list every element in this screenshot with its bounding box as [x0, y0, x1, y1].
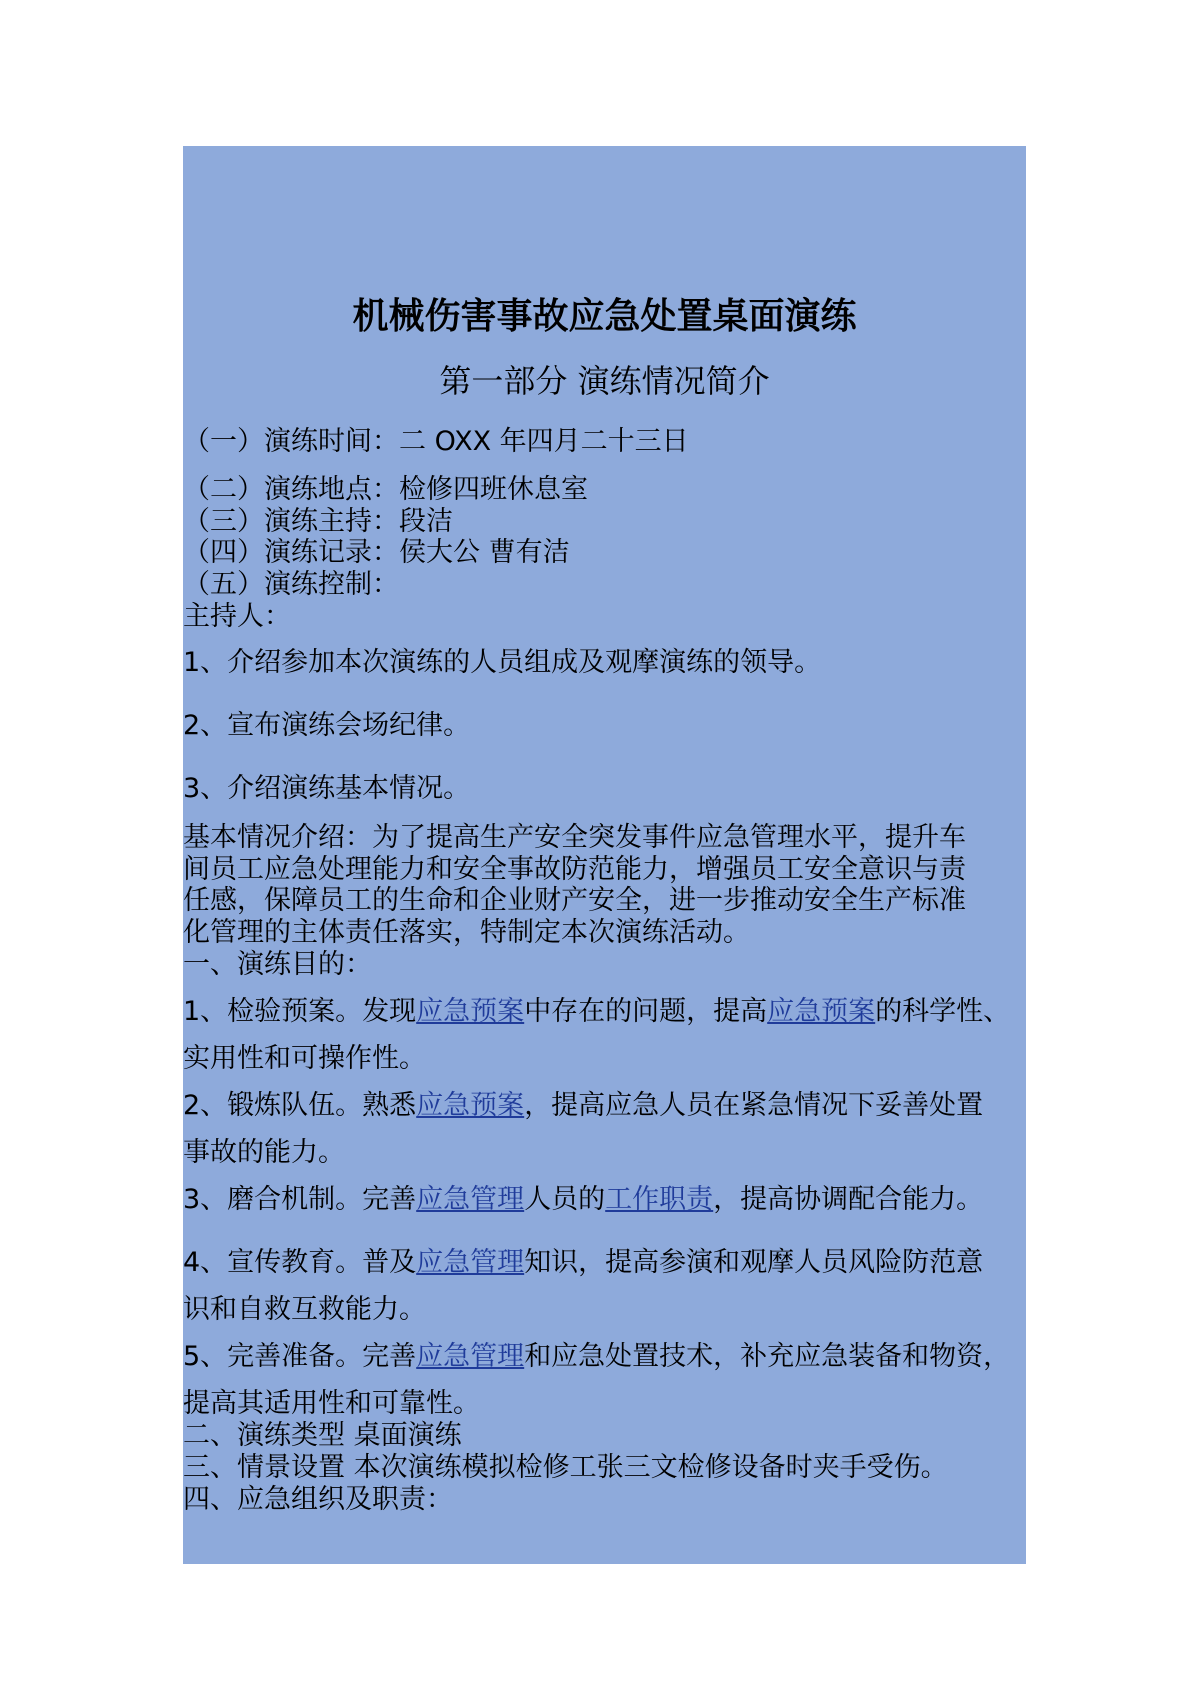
- purpose-5-text-a: 5、完善准备。完善: [183, 1341, 417, 1372]
- info-control: （五）演练控制：: [183, 569, 399, 600]
- purpose-2-text-b: ，提高应急人员在紧急情况下妥善处置: [524, 1090, 984, 1121]
- purpose-item-1: [183, 996, 1010, 1028]
- purpose-item-1-line-2: 实用性和可操作性。: [183, 1043, 426, 1074]
- info-place: （二）演练地点：检修四班休息室: [183, 474, 588, 505]
- purpose-3-text-c: ，提高协调配合能力。: [713, 1184, 984, 1215]
- intro-line-4: 化管理的主体责任落实，特制定本次演练活动。: [183, 917, 750, 948]
- emergency-plan-link[interactable]: 应急预案: [416, 1090, 525, 1121]
- purpose-1-text-a: 1、检验预案。发现: [183, 996, 417, 1027]
- drill-type-line: 二、演练类型 桌面演练: [183, 1420, 462, 1451]
- intro-line-2: 间员工应急处理能力和安全事故防范能力，增强员工安全意识与责: [183, 854, 966, 885]
- purpose-item-2-line-2: 事故的能力。: [183, 1137, 345, 1168]
- purpose-2-text-a: 2、锻炼队伍。熟悉: [183, 1090, 417, 1121]
- intro-line-1: 基本情况介绍：为了提高生产安全突发事件应急管理水平，提升车: [183, 822, 966, 853]
- purpose-item-5: [183, 1341, 1010, 1373]
- purpose-item-3: [183, 1184, 983, 1216]
- purpose-item-4-line-2: 识和自救互救能力。: [183, 1294, 426, 1325]
- document-subtitle: 第一部分 演练情况简介: [439, 362, 770, 400]
- scenario-line: 三、情景设置 本次演练模拟检修工张三文检修设备时夹手受伤。: [183, 1452, 948, 1483]
- info-time: （一）演练时间：二 OXX 年四月二十三日: [183, 426, 689, 457]
- org-heading: 四、应急组织及职责：: [183, 1484, 453, 1515]
- job-duties-link[interactable]: 工作职责: [605, 1184, 714, 1215]
- purpose-item-2: [183, 1090, 983, 1122]
- purpose-4-text-b: 知识，提高参演和观摩人员风险防范意: [524, 1247, 984, 1278]
- purpose-4-text-a: 4、宣传教育。普及: [183, 1247, 417, 1278]
- purpose-heading: 一、演练目的：: [183, 949, 372, 980]
- purpose-1-text-b: 中存在的问题，提高: [524, 996, 768, 1027]
- purpose-5-text-b: 和应急处置技术，补充应急装备和物资，: [524, 1341, 1011, 1372]
- purpose-1-text-c: 的科学性、: [875, 996, 1011, 1027]
- emergency-management-link[interactable]: 应急管理: [416, 1341, 525, 1372]
- host-label: 主持人：: [183, 601, 291, 632]
- document-title: 机械伤害事故应急处置桌面演练: [352, 296, 857, 337]
- info-record: （四）演练记录：侯大公 曹有洁: [183, 537, 570, 568]
- purpose-3-text-a: 3、磨合机制。完善: [183, 1184, 417, 1215]
- purpose-item-5-line-2: 提高其适用性和可靠性。: [183, 1388, 480, 1419]
- purpose-item-4: [183, 1247, 983, 1279]
- emergency-plan-link[interactable]: 应急预案: [767, 996, 876, 1027]
- purpose-3-text-b: 人员的: [524, 1184, 606, 1215]
- info-host: （三）演练主持：段洁: [183, 506, 453, 537]
- emergency-management-link[interactable]: 应急管理: [416, 1184, 525, 1215]
- host-item-2: 2、宣布演练会场纪律。: [183, 710, 471, 741]
- host-item-1: 1、介绍参加本次演练的人员组成及观摩演练的领导。: [183, 647, 822, 678]
- intro-line-3: 任感，保障员工的生命和企业财产安全，进一步推动安全生产标准: [183, 885, 966, 916]
- emergency-management-link[interactable]: 应急管理: [416, 1247, 525, 1278]
- emergency-plan-link[interactable]: 应急预案: [416, 996, 525, 1027]
- host-item-3: 3、介绍演练基本情况。: [183, 773, 471, 804]
